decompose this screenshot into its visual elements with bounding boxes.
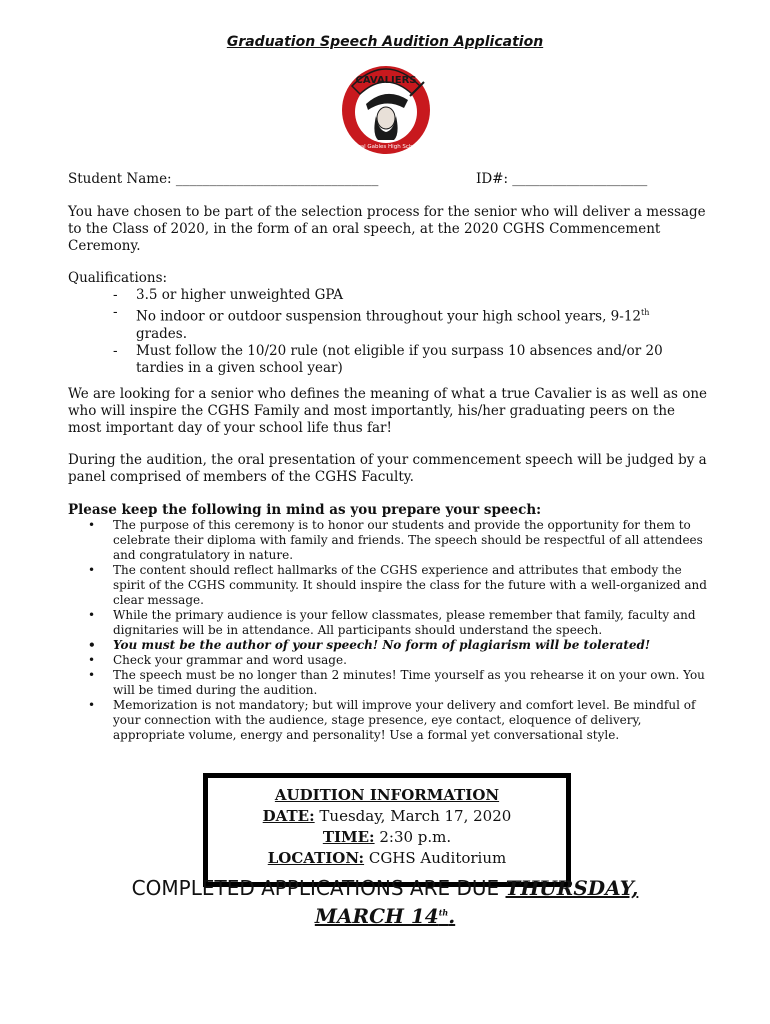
id-field: ID#: ____________________ (476, 171, 648, 187)
qualifications-heading: Qualifications: (68, 270, 168, 286)
qualification-item: - No indoor or outdoor suspension throughout your high school years, 9-12th grades. (113, 304, 650, 342)
logo-text-top: CAVALIERS (355, 75, 417, 86)
list-item: • The purpose of this ceremony is to honor our students and provide the opportunity for them to celebrate their diploma with family and friends. The speech should be respectful of all attendees and congratulatory in nature. (88, 518, 703, 562)
list-item: • Memorization is not mandatory; but will improve your delivery and comfort level. Be mindful of your connection with the audience, stage presence, eye contact, eloquence of delivery, appropriate volume, energy and personality! Use a formal yet conversational style. (88, 698, 696, 742)
school-logo (338, 56, 434, 156)
logo-text-ring: Coral Gables High School (351, 144, 421, 150)
logo-face (377, 107, 395, 129)
audition-date: DATE: Tuesday, March 17, 2020 (262, 807, 512, 825)
list-item: • Check your grammar and word usage. (88, 653, 347, 667)
list-item: • The speech must be no longer than 2 minutes! Time yourself as you rehearse it on your own. You will be timed during the audition. (88, 668, 705, 697)
qualifications (68, 270, 708, 377)
list-item: • The content should reflect hallmarks of the CGHS experience and attributes that embody the spirit of the CGHS community. It should inspire the class for the future with a well-organized and clear message. (88, 563, 707, 607)
audition-location: LOCATION: CGHS Auditorium (267, 849, 507, 867)
list-item: • While the primary audience is your fellow classmates, please remember that family, faculty and dignitaries will be in attendance. All participants should understand the speech. (88, 608, 696, 637)
audition-paragraph: During the audition, the oral presentation of your commencement speech will be judged by a panel comprised of members of the CGHS Faculty. (68, 452, 707, 485)
guidelines-list (68, 518, 708, 743)
due-notice: COMPLETED APPLICATIONS ARE DUE THURSDAY, MARCH 14th. (131, 876, 639, 928)
qualification-item: - 3.5 or higher unweighted GPA (113, 287, 344, 303)
qualification-item: - Must follow the 10/20 rule (not eligible if you surpass 10 absences and/or 20 tardies in a given school year) (113, 342, 663, 376)
student-name-field: Student Name: ______________________________ (68, 171, 379, 187)
keep-heading: Please keep the following in mind as you prepare your speech: (68, 502, 542, 518)
page-title: Graduation Speech Audition Application (226, 34, 544, 50)
audition-info-box (203, 773, 571, 887)
audition-info-heading: AUDITION INFORMATION (274, 786, 500, 804)
list-item: • You must be the author of your speech! No form of plagiarism will be tolerated! (88, 638, 651, 652)
intro-paragraph: You have chosen to be part of the selection process for the senior who will deliver a message to the Class of 2020, in the form of an oral speech, at the 2020 CGHS Commencement Ceremony. (68, 204, 706, 254)
audition-time: TIME: 2:30 p.m. (322, 828, 452, 846)
looking-paragraph: We are looking for a senior who defines the meaning of what a true Cavalier is as well as one who will inspire the CGHS Family and most importantly, his/her graduating peers on the most important day of your school life thus far! (68, 386, 708, 436)
